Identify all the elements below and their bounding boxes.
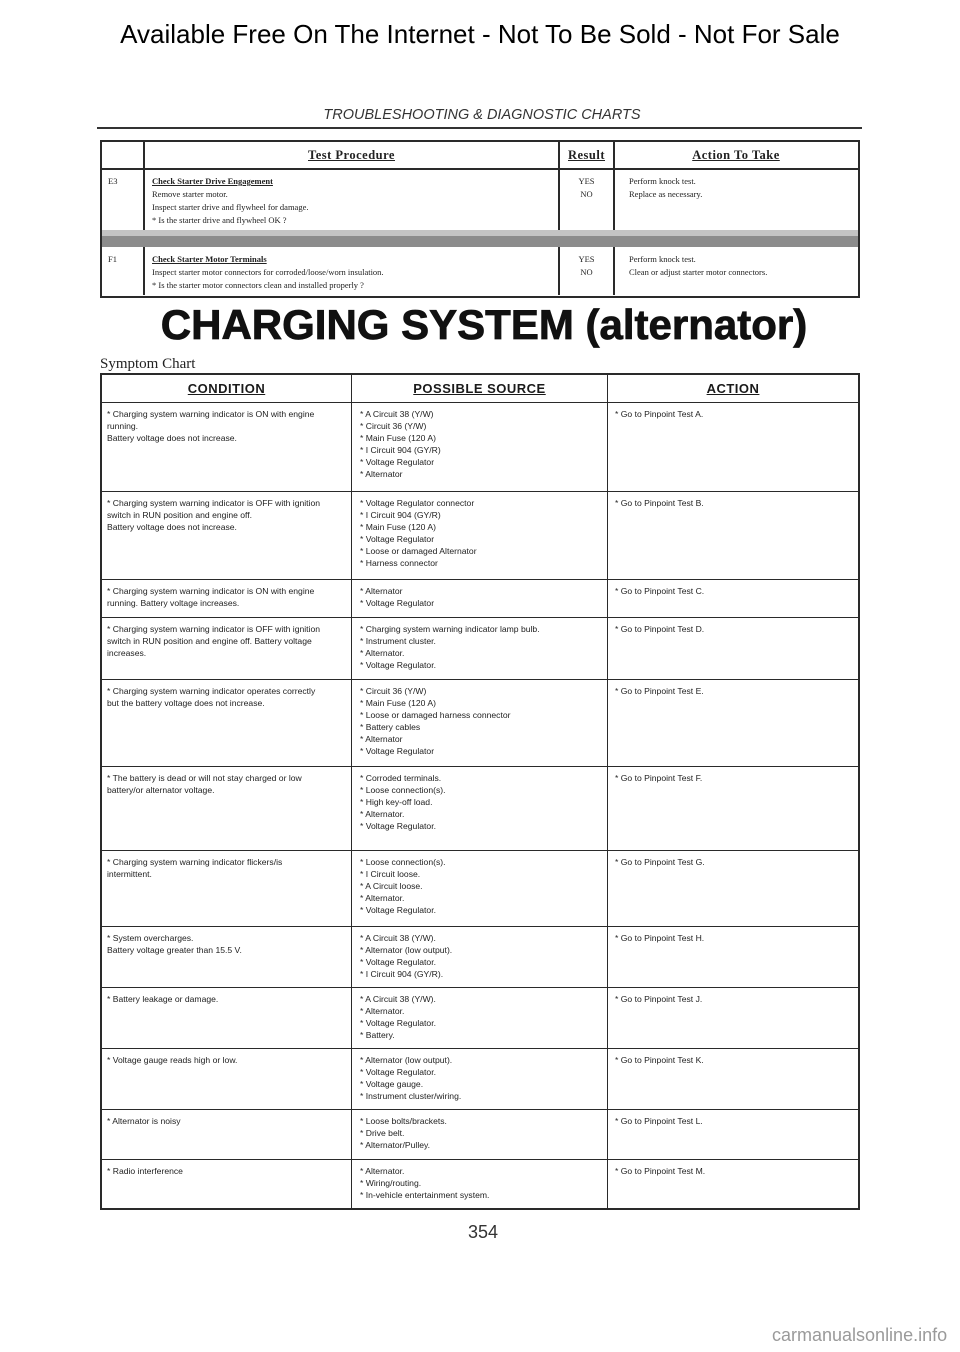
possible-source-item: * Alternator/Pulley. bbox=[360, 1140, 431, 1150]
condition-text: * Radio interference bbox=[107, 1166, 183, 1176]
possible-source-item: * Voltage Regulator connector bbox=[360, 498, 475, 508]
action-text: * Go to Pinpoint Test L. bbox=[615, 1116, 703, 1126]
possible-source-cell bbox=[352, 1160, 608, 1208]
procedure-cell bbox=[145, 170, 560, 230]
action-text: * Go to Pinpoint Test H. bbox=[615, 933, 705, 943]
action-text: * Go to Pinpoint Test G. bbox=[615, 857, 705, 867]
possible-source-cell bbox=[352, 1049, 608, 1109]
result-yes: YES bbox=[578, 176, 595, 186]
symptom-row bbox=[102, 1160, 858, 1208]
symptom-row bbox=[102, 927, 858, 988]
possible-source-item: * I Circuit 904 (GY/R) bbox=[360, 445, 441, 455]
symptom-row bbox=[102, 1110, 858, 1160]
condition-header bbox=[102, 375, 352, 402]
condition-text: intermittent. bbox=[107, 869, 152, 879]
possible-source-item: * Circuit 36 (Y/W) bbox=[360, 421, 427, 431]
possible-source-item: * In-vehicle entertainment system. bbox=[360, 1190, 490, 1200]
possible-source-cell bbox=[352, 767, 608, 850]
page-number: 354 bbox=[467, 1222, 499, 1242]
procedure-title: Check Starter Drive Engagement bbox=[152, 176, 273, 186]
step-header bbox=[102, 142, 145, 168]
symptom-row bbox=[102, 767, 858, 851]
symptom-row bbox=[102, 580, 858, 618]
symptom-chart-header bbox=[102, 375, 858, 403]
action-cell bbox=[615, 247, 857, 295]
symptom-row bbox=[102, 618, 858, 680]
condition-cell bbox=[102, 927, 352, 987]
action-text: * Go to Pinpoint Test J. bbox=[615, 994, 703, 1004]
procedure-text: * Is the starter motor connectors clean and installed properly ? bbox=[152, 280, 364, 290]
action-text: * Go to Pinpoint Test K. bbox=[615, 1055, 704, 1065]
possible-source-item: * Harness connector bbox=[360, 558, 438, 568]
symptom-row bbox=[102, 680, 858, 767]
possible-source-item: * Alternator. bbox=[360, 1006, 405, 1016]
action-text: * Go to Pinpoint Test E. bbox=[615, 686, 704, 696]
possible-source-item: * Voltage Regulator bbox=[360, 746, 435, 756]
possible-source-item: * I Circuit loose. bbox=[360, 869, 421, 879]
symptom-chart-body bbox=[102, 403, 858, 1208]
possible-source-item: * Instrument cluster/wiring. bbox=[360, 1091, 462, 1101]
condition-text: increases. bbox=[107, 648, 147, 658]
condition-text: * Charging system warning indicator is OFF with ignition bbox=[107, 498, 321, 508]
possible-source-item: * Loose bolts/brackets. bbox=[360, 1116, 447, 1126]
condition-cell bbox=[102, 1049, 352, 1109]
possible-source-item: * Voltage Regulator. bbox=[360, 957, 436, 967]
condition-header-label: CONDITION bbox=[187, 381, 266, 396]
possible-source-cell bbox=[352, 403, 608, 491]
action-text: * Go to Pinpoint Test D. bbox=[615, 624, 705, 634]
result-yes: YES bbox=[578, 254, 595, 264]
site-watermark: carmanualsonline.info bbox=[772, 1325, 948, 1345]
action-cell bbox=[608, 680, 858, 766]
possible-source-item: * Loose connection(s). bbox=[360, 857, 446, 867]
test-procedure-table bbox=[100, 140, 860, 298]
action-cell bbox=[608, 1049, 858, 1109]
possible-source-item: * High key-off load. bbox=[360, 797, 433, 807]
action-cell bbox=[608, 1110, 858, 1159]
procedure-text: Remove starter motor. bbox=[152, 189, 228, 199]
step-cell bbox=[102, 247, 145, 295]
possible-source-item: * Voltage Regulator bbox=[360, 598, 435, 608]
condition-text: but the battery voltage does not increase. bbox=[107, 698, 265, 708]
possible-source-item: * A Circuit 38 (Y/W). bbox=[360, 994, 436, 1004]
possible-source-cell bbox=[352, 988, 608, 1048]
possible-source-item: * Loose or damaged Alternator bbox=[360, 546, 477, 556]
condition-text: Battery voltage does not increase. bbox=[107, 433, 237, 443]
possible-source-item: * Battery cables bbox=[360, 722, 421, 732]
action-text: Perform knock test. bbox=[629, 254, 696, 264]
result-no: NO bbox=[580, 267, 593, 277]
possible-source-item: * Alternator bbox=[360, 469, 403, 479]
action-cell bbox=[608, 1160, 858, 1208]
procedure-text: Inspect starter drive and flywheel for damage. bbox=[152, 202, 309, 212]
condition-cell bbox=[102, 403, 352, 491]
possible-source-item: * Voltage Regulator. bbox=[360, 660, 436, 670]
possible-source-header-label: POSSIBLE SOURCE bbox=[413, 381, 546, 396]
step-label: F1 bbox=[108, 254, 117, 264]
possible-source-item: * Instrument cluster. bbox=[360, 636, 436, 646]
step-label: E3 bbox=[108, 176, 118, 186]
possible-source-item: * Voltage Regulator bbox=[360, 457, 435, 467]
action-cell bbox=[608, 767, 858, 850]
possible-source-item: * Alternator. bbox=[360, 648, 405, 658]
action-cell bbox=[608, 492, 858, 579]
symptom-row bbox=[102, 403, 858, 492]
condition-text: * Charging system warning indicator is OFF with ignition bbox=[107, 624, 321, 634]
result-cell bbox=[560, 170, 615, 230]
action-header-label: ACTION bbox=[706, 381, 760, 396]
condition-text: Battery voltage does not increase. bbox=[107, 522, 237, 532]
possible-source-header bbox=[352, 375, 608, 402]
action-text: * Go to Pinpoint Test M. bbox=[615, 1166, 706, 1176]
condition-text: * System overcharges. bbox=[107, 933, 194, 943]
result-cell bbox=[560, 247, 615, 295]
condition-text: running. bbox=[107, 421, 139, 431]
symptom-row bbox=[102, 988, 858, 1049]
possible-source-cell bbox=[352, 492, 608, 579]
action-header bbox=[608, 375, 858, 402]
step-cell bbox=[102, 170, 145, 230]
condition-text: switch in RUN position and engine off. Battery voltage bbox=[107, 636, 312, 646]
action-cell bbox=[608, 988, 858, 1048]
action-text: Perform knock test. bbox=[629, 176, 696, 186]
possible-source-cell bbox=[352, 618, 608, 679]
action-cell bbox=[608, 618, 858, 679]
condition-cell bbox=[102, 1160, 352, 1208]
possible-source-item: * Main Fuse (120 A) bbox=[360, 433, 436, 443]
condition-text: * The battery is dead or will not stay charged or low bbox=[107, 773, 302, 783]
possible-source-item: * I Circuit 904 (GY/R). bbox=[360, 969, 444, 979]
condition-text: * Charging system warning indicator is ON with engine bbox=[107, 409, 315, 419]
condition-text: * Charging system warning indicator is ON with engine bbox=[107, 586, 315, 596]
action-text: * Go to Pinpoint Test A. bbox=[615, 409, 704, 419]
condition-cell bbox=[102, 580, 352, 617]
condition-text: running. Battery voltage increases. bbox=[107, 598, 240, 608]
possible-source-item: * Main Fuse (120 A) bbox=[360, 522, 436, 532]
condition-cell bbox=[102, 988, 352, 1048]
possible-source-cell bbox=[352, 580, 608, 617]
result-header bbox=[560, 142, 615, 168]
action-cell bbox=[608, 927, 858, 987]
condition-text: * Battery leakage or damage. bbox=[107, 994, 219, 1004]
condition-text: * Charging system warning indicator flickers/is bbox=[107, 857, 283, 867]
symptom-row bbox=[102, 851, 858, 927]
possible-source-cell bbox=[352, 1110, 608, 1159]
procedure-header-label: Test Procedure bbox=[308, 147, 395, 162]
possible-source-item: * Alternator (low output). bbox=[360, 1055, 453, 1065]
possible-source-item: * Battery. bbox=[360, 1030, 395, 1040]
symptom-row bbox=[102, 1049, 858, 1110]
condition-cell bbox=[102, 680, 352, 766]
possible-source-item: * Wiring/routing. bbox=[360, 1178, 422, 1188]
procedure-text: Inspect starter motor connectors for corroded/loose/worn insulation. bbox=[152, 267, 384, 277]
header-rule bbox=[97, 127, 862, 129]
result-header-label: Result bbox=[567, 147, 606, 162]
possible-source-item: * Voltage Regulator. bbox=[360, 1018, 436, 1028]
condition-cell bbox=[102, 1110, 352, 1159]
condition-cell bbox=[102, 767, 352, 850]
possible-source-item: * Loose connection(s). bbox=[360, 785, 446, 795]
possible-source-item: * I Circuit 904 (GY/R) bbox=[360, 510, 441, 520]
section-title: CHARGING SYSTEM (alternator) bbox=[160, 301, 808, 348]
possible-source-item: * Corroded terminals. bbox=[360, 773, 442, 783]
action-header bbox=[615, 142, 857, 168]
possible-source-item: * Alternator (low output). bbox=[360, 945, 453, 955]
action-cell bbox=[608, 580, 858, 617]
possible-source-item: * Voltage Regulator. bbox=[360, 821, 436, 831]
result-no: NO bbox=[580, 189, 593, 199]
possible-source-item: * Main Fuse (120 A) bbox=[360, 698, 436, 708]
procedure-text: * Is the starter drive and flywheel OK ? bbox=[152, 215, 287, 225]
possible-source-item: * Alternator bbox=[360, 734, 403, 744]
action-text: * Go to Pinpoint Test F. bbox=[615, 773, 703, 783]
possible-source-item: * A Circuit 38 (Y/W). bbox=[360, 933, 436, 943]
action-header-label: Action To Take bbox=[692, 147, 780, 162]
possible-source-item: * Alternator bbox=[360, 586, 403, 596]
condition-text: switch in RUN position and engine off. bbox=[107, 510, 253, 520]
running-header: TROUBLESHOOTING & DIAGNOSTIC CHARTS bbox=[323, 107, 641, 123]
condition-cell bbox=[102, 492, 352, 579]
action-cell bbox=[608, 851, 858, 926]
possible-source-item: * Charging system warning indicator lamp bulb. bbox=[360, 624, 540, 634]
possible-source-item: * Alternator. bbox=[360, 1166, 405, 1176]
test-row-f1 bbox=[102, 247, 858, 295]
action-text: Replace as necessary. bbox=[629, 189, 703, 199]
action-text: Clean or adjust starter motor connectors. bbox=[629, 267, 768, 277]
symptom-chart-label: Symptom Chart bbox=[100, 356, 196, 372]
possible-source-item: * Circuit 36 (Y/W) bbox=[360, 686, 427, 696]
possible-source-item: * Voltage Regulator bbox=[360, 534, 435, 544]
possible-source-item: * A Circuit loose. bbox=[360, 881, 423, 891]
procedure-cell bbox=[145, 247, 560, 295]
possible-source-item: * Voltage gauge. bbox=[360, 1079, 424, 1089]
symptom-chart-table bbox=[100, 373, 860, 1210]
gray-separator-band bbox=[102, 230, 858, 247]
possible-source-item: * Loose or damaged harness connector bbox=[360, 710, 511, 720]
possible-source-cell bbox=[352, 927, 608, 987]
possible-source-item: * Alternator. bbox=[360, 893, 405, 903]
possible-source-item: * Voltage Regulator. bbox=[360, 1067, 436, 1077]
condition-text: * Alternator is noisy bbox=[107, 1116, 181, 1126]
condition-text: battery/or alternator voltage. bbox=[107, 785, 215, 795]
action-text: * Go to Pinpoint Test B. bbox=[615, 498, 704, 508]
possible-source-item: * Alternator. bbox=[360, 809, 405, 819]
test-table-header bbox=[102, 142, 858, 170]
condition-cell bbox=[102, 618, 352, 679]
action-cell bbox=[615, 170, 857, 230]
possible-source-item: * Voltage Regulator. bbox=[360, 905, 436, 915]
condition-text: * Charging system warning indicator operates correctly bbox=[107, 686, 316, 696]
test-row-e3 bbox=[102, 170, 858, 230]
possible-source-cell bbox=[352, 851, 608, 926]
action-text: * Go to Pinpoint Test C. bbox=[615, 586, 705, 596]
procedure-header bbox=[145, 142, 560, 168]
possible-source-item: * A Circuit 38 (Y/W) bbox=[360, 409, 434, 419]
top-notice: Available Free On The Internet - Not To Be Sold - Not For Sale bbox=[120, 19, 840, 49]
procedure-title: Check Starter Motor Terminals bbox=[152, 254, 267, 264]
action-cell bbox=[608, 403, 858, 491]
condition-cell bbox=[102, 851, 352, 926]
condition-text: * Voltage gauge reads high or low. bbox=[107, 1055, 238, 1065]
symptom-row bbox=[102, 492, 858, 580]
possible-source-cell bbox=[352, 680, 608, 766]
condition-text: Battery voltage greater than 15.5 V. bbox=[107, 945, 242, 955]
possible-source-item: * Drive belt. bbox=[360, 1128, 405, 1138]
